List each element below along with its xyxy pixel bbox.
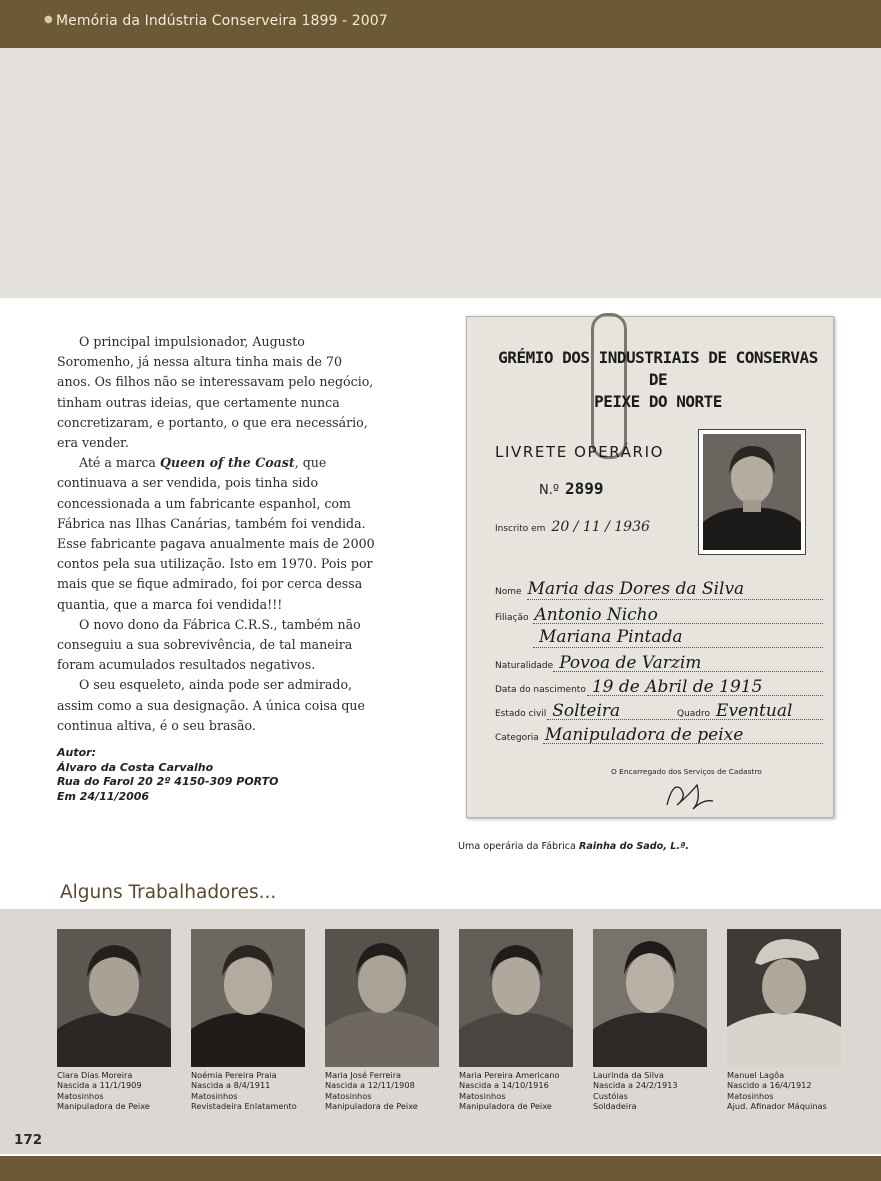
dotted-line xyxy=(533,647,823,648)
field-label: Nome xyxy=(495,587,522,597)
inscription-date xyxy=(495,519,650,535)
worker-card xyxy=(459,929,573,1112)
field-label: Estado civil xyxy=(495,709,547,719)
field-label: Categoria xyxy=(495,733,539,743)
booklet-title: LIVRETE OPERÁRIO xyxy=(495,443,665,461)
worker-name: Clara Dias Moreira xyxy=(57,1070,133,1080)
author-name: Álvaro da Costa Carvalho xyxy=(57,760,214,774)
author-label: Autor: xyxy=(57,746,96,759)
worker-job: Revistadeira Enlatamento xyxy=(191,1101,297,1112)
booklet-number-label: N.º xyxy=(539,483,559,498)
header-bullet-icon: ● xyxy=(44,14,53,25)
article-body xyxy=(57,332,379,736)
portrait-image xyxy=(703,434,801,550)
field-value: Antonio Nicho xyxy=(534,605,658,625)
signature-icon xyxy=(663,775,719,815)
worker-name: Manuel Lagôa xyxy=(727,1070,785,1080)
worker-photo xyxy=(459,929,573,1067)
worker-birth: Nascida a 12/11/1908 xyxy=(325,1080,415,1091)
worker-booklet-document xyxy=(466,316,834,818)
field-naturalidade xyxy=(495,653,701,673)
worker-birth: Nascida a 8/4/1911 xyxy=(191,1080,271,1091)
worker-name: Maria Pereira Americano xyxy=(459,1070,560,1080)
field-label: Naturalidade xyxy=(495,661,554,671)
worker-photo xyxy=(57,929,171,1067)
worker-job: Ajud. Afinador Máquinas xyxy=(727,1101,827,1112)
worker-card xyxy=(191,929,305,1112)
worker-info xyxy=(459,1070,573,1112)
portrait-photo xyxy=(698,429,806,555)
field-quadro xyxy=(677,701,792,721)
page-footer-bar xyxy=(0,1156,881,1181)
author-address: Rua do Farol 20 2º 4150-309 PORTO xyxy=(57,775,279,788)
worker-birth: Nascida a 14/10/1916 xyxy=(459,1080,549,1091)
worker-photo xyxy=(593,929,707,1067)
section-title: Alguns Trabalhadores... xyxy=(60,882,277,903)
field-data-nascimento xyxy=(495,677,762,697)
field-label: Filiação xyxy=(495,613,529,623)
paragraph-2 xyxy=(57,453,379,615)
dotted-line xyxy=(587,695,823,696)
field-nome xyxy=(495,579,744,599)
caption-factory: Rainha do Sado, L.ª. xyxy=(578,841,690,852)
field-filiacao-mae xyxy=(533,627,683,647)
field-filiacao-pai xyxy=(495,605,658,625)
booklet-heading xyxy=(493,347,823,413)
dotted-line xyxy=(553,671,823,672)
top-photo-area xyxy=(0,48,881,298)
worker-name: Noémia Pereira Praia xyxy=(191,1070,277,1080)
worker-info xyxy=(593,1070,707,1112)
worker-job: Manipuladora de Peixe xyxy=(325,1101,418,1112)
brand-name: Queen of the Coast xyxy=(159,455,295,471)
booklet-number xyxy=(539,479,604,498)
paragraph-1: O principal impulsionador, Augusto Soromenho, já nessa altura tinha mais de 70 anos. Os filhos não se interessavam pelo negócio, tinham outras ideias, que certamente nunca concretizaram, e portanto, o que era necessário, era vender. xyxy=(57,334,374,451)
paragraph-2-start: Até a marca xyxy=(79,455,160,471)
worker-place: Custóias xyxy=(593,1090,628,1101)
encarregado-line: O Encarregado dos Serviços de Cadastro xyxy=(611,767,762,776)
worker-info xyxy=(325,1070,439,1112)
field-estado-civil xyxy=(495,701,620,721)
paragraph-2-end: , que continuava a ser vendida, pois tinha sido concessionada a um fabricante espanhol, com Fábrica nas Ilhas Canárias, também foi vendida. Esse fabricante pagava anualmente mais de 2000 contos pela sua utilização. Isto em 1970. Pois por mais que se fique admirado, foi por cerca dessa quantia, que a marca foi vendida!!! xyxy=(57,455,375,612)
worker-birth: Nascida a 11/1/1909 xyxy=(57,1080,142,1091)
worker-place: Matosinhos xyxy=(57,1090,104,1101)
field-value: Solteira xyxy=(552,701,621,721)
worker-info xyxy=(57,1070,171,1112)
worker-place: Matosinhos xyxy=(727,1090,774,1101)
worker-info xyxy=(727,1070,841,1112)
dotted-line xyxy=(543,743,823,744)
booklet-heading-line-2: PEIXE DO NORTE xyxy=(594,392,722,411)
page-number: 172 xyxy=(14,1132,43,1148)
worker-name: Laurinda da Silva xyxy=(593,1070,664,1080)
field-value: Mariana Pintada xyxy=(539,627,683,647)
author-block xyxy=(57,746,357,804)
dotted-line xyxy=(527,599,823,600)
page-header xyxy=(0,0,881,48)
booklet-heading-line-1: GRÉMIO DOS INDUSTRIAIS DE CONSERVAS DE xyxy=(498,348,818,389)
worker-card xyxy=(727,929,841,1112)
worker-card xyxy=(57,929,171,1112)
worker-place: Matosinhos xyxy=(191,1090,238,1101)
paragraph-4: O seu esqueleto, ainda pode ser admirado, assim como a sua designação. A única coisa que continua altiva, é o seu brasão. xyxy=(57,677,365,733)
worker-info xyxy=(191,1070,305,1112)
worker-place: Matosinhos xyxy=(325,1090,372,1101)
dotted-line xyxy=(533,623,823,624)
paragraph-3: O novo dono da Fábrica C.R.S., também não conseguiu a sua sobrevivência, de tal maneira foram acumulados resultados negativos. xyxy=(57,616,361,673)
worker-job: Manipuladora de Peixe xyxy=(57,1101,150,1112)
worker-job: Soldadeira xyxy=(593,1101,637,1112)
dotted-line xyxy=(547,719,823,720)
field-value: Povoa de Varzim xyxy=(559,653,702,673)
worker-photo xyxy=(727,929,841,1067)
author-date: Em 24/11/2006 xyxy=(57,789,150,803)
worker-photo xyxy=(191,929,305,1067)
worker-birth: Nascida a 24/2/1913 xyxy=(593,1080,678,1091)
worker-photo xyxy=(325,929,439,1067)
inscription-label: Inscrito em xyxy=(495,524,546,534)
worker-job: Manipuladora de Peixe xyxy=(459,1101,552,1112)
header-title: Memória da Indústria Conserveira 1899 - 2007 xyxy=(56,13,388,29)
photo-caption xyxy=(458,841,689,852)
field-value: Eventual xyxy=(716,701,793,721)
field-value: 19 de Abril de 1915 xyxy=(591,677,763,697)
worker-card xyxy=(325,929,439,1112)
booklet-number-value: 2899 xyxy=(564,479,604,498)
worker-name: Maria José Ferreira xyxy=(325,1070,402,1080)
worker-place: Matosinhos xyxy=(459,1090,506,1101)
caption-prefix: Uma operária da Fábrica xyxy=(458,841,579,852)
worker-card xyxy=(593,929,707,1112)
worker-birth: Nascido a 16/4/1912 xyxy=(727,1080,812,1091)
field-value: Manipuladora de peixe xyxy=(544,725,744,745)
field-value: Maria das Dores da Silva xyxy=(527,579,745,599)
field-categoria xyxy=(495,725,743,745)
inscription-value: 20 / 11 / 1936 xyxy=(551,519,650,535)
field-label: Quadro xyxy=(677,709,711,719)
field-label: Data do nascimento xyxy=(495,685,586,695)
